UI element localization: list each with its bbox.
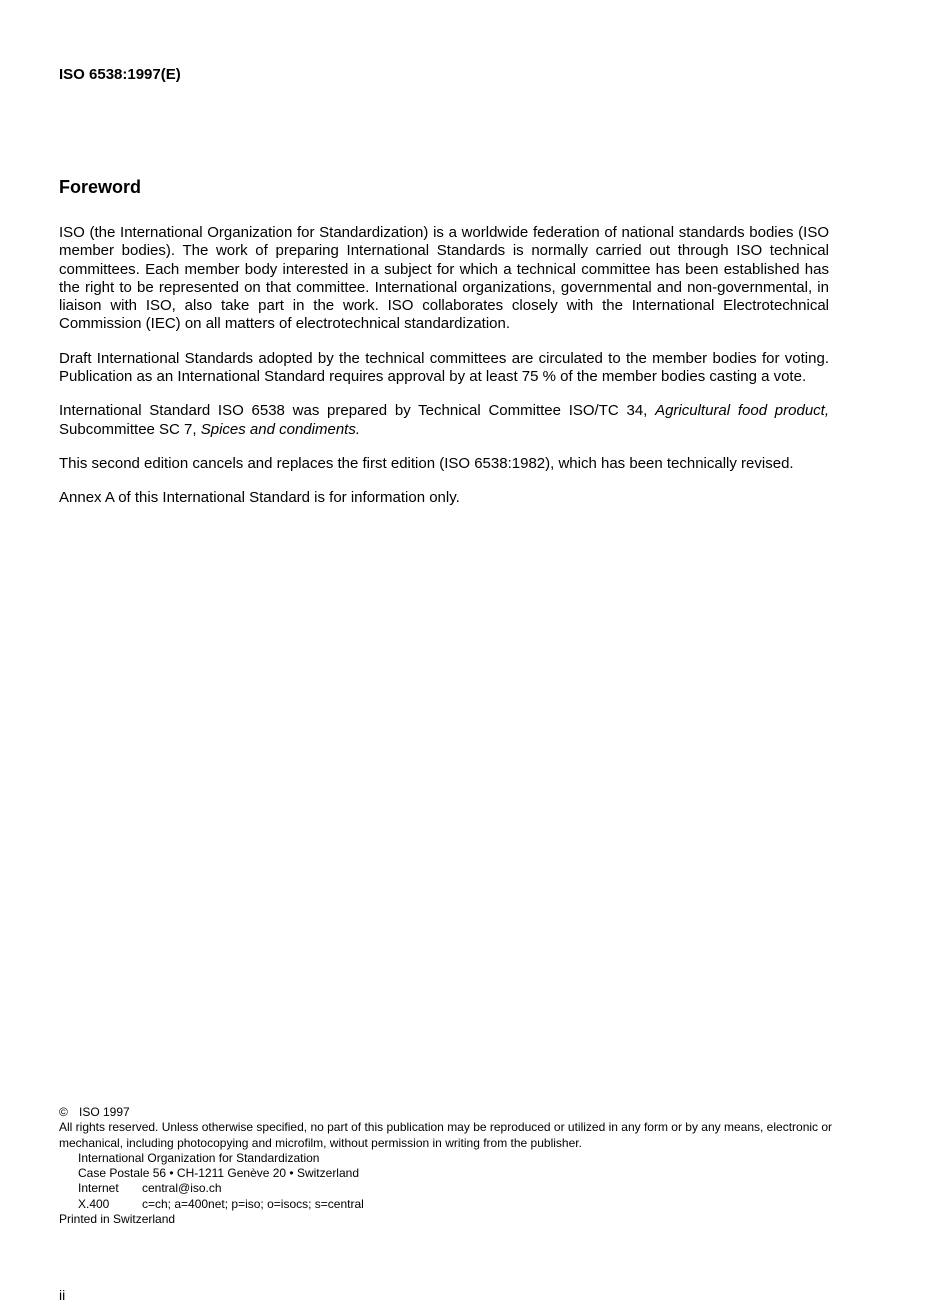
foreword-paragraph-1: ISO (the International Organization for Standardization) is a worldwide federation of national standards bodies (ISO member bodies). The work of preparing International Standards is normally carried out through ISO technical committees. Each member body interested in a subject for which a technical committee has been established has the right to be represented on that committee. International organizations, governmental and non-governmental, in liaison with ISO, also take part in the work. ISO collaborates closely with the International Electrotechnical Commission (IEC) on all matters of electrotechnical standardization. — [59, 224, 829, 333]
x400-value: c=ch; a=400net; p=iso; o=isocs; s=central — [142, 1196, 364, 1211]
internet-value: central@iso.ch — [142, 1181, 222, 1196]
copyright-line — [59, 1105, 834, 1120]
contact-x400 — [78, 1197, 834, 1212]
foreword-paragraph-4: This second edition cancels and replaces the first edition (ISO 6538:1982), which has been technically revised. — [59, 454, 794, 472]
p3-text-1: International Standard ISO 6538 was prepared by Technical Committee ISO/TC 34, — [59, 402, 656, 420]
internet-label: Internet — [78, 1181, 119, 1196]
copyright-block — [59, 1105, 834, 1227]
committee-name: Agricultural food product, — [655, 402, 829, 420]
copyright-icon: © — [59, 1105, 68, 1119]
page-header: ISO 6538:1997(E) — [59, 66, 181, 83]
foreword-title: Foreword — [59, 177, 142, 197]
rights-notice: All rights reserved. Unless otherwise specified, no part of this publication may be reproduced or utilized in any form or by any means, electronic or mechanical, including photocopying and microfilm, without permission in writing from the publisher. — [59, 1120, 833, 1150]
copyright-year: ISO 1997 — [79, 1105, 130, 1119]
p3-text-2: Subcommittee SC 7, — [59, 420, 201, 438]
foreword-paragraph-5: Annex A of this International Standard is for information only. — [59, 489, 460, 507]
x400-label: X.400 — [78, 1196, 110, 1211]
org-address: Case Postale 56 • CH-1211 Genève 20 • Switzerland — [78, 1166, 359, 1181]
foreword-paragraph-2: Draft International Standards adopted by the technical committees are circulated to the member bodies for voting. Publication as an International Standard requires approval by at least 75 % of the member bodies casting a vote. — [59, 349, 829, 386]
page-number: ii — [59, 1287, 66, 1303]
org-block — [78, 1151, 834, 1212]
printed-in: Printed in Switzerland — [59, 1212, 176, 1227]
foreword-body — [59, 224, 829, 524]
contact-internet — [78, 1181, 834, 1196]
subcommittee-name: Spices and condiments. — [200, 420, 360, 438]
org-name: International Organization for Standardization — [78, 1150, 320, 1165]
foreword-paragraph-3 — [59, 402, 829, 439]
